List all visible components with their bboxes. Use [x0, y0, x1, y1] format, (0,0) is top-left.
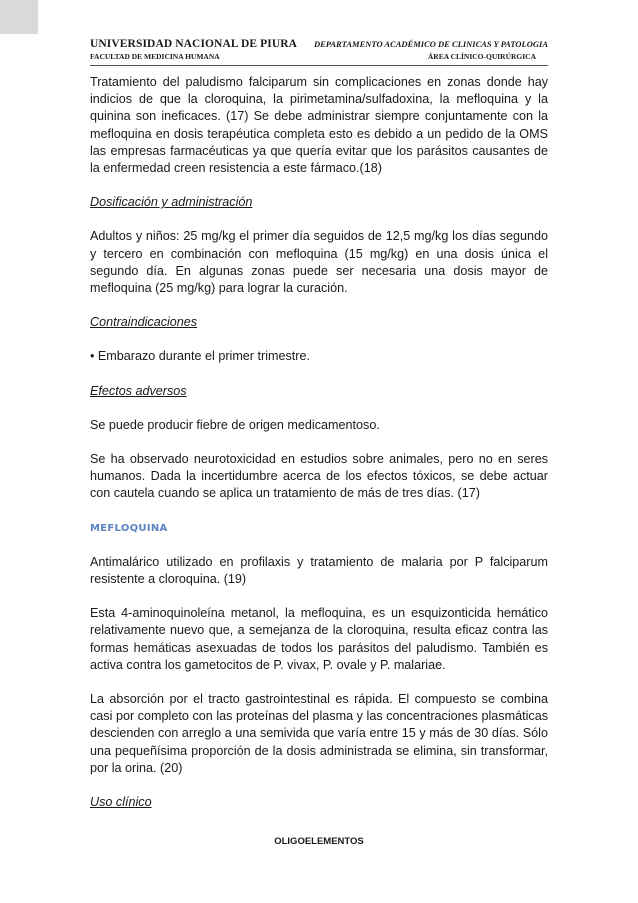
- department-name: DEPARTAMENTO ACADÉMICO DE CLINICAS Y PATOLOGIA: [313, 39, 548, 49]
- efectos-paragraph-1: Se puede producir fiebre de origen medicamentoso.: [90, 417, 380, 432]
- document-body: [90, 74, 548, 811]
- heading-contraindicaciones: Contraindicaciones: [90, 315, 198, 330]
- contraindicaciones-item: • Embarazo durante el primer trimestre.: [90, 349, 310, 364]
- university-name: UNIVERSIDAD NACIONAL DE PIURA: [90, 38, 298, 50]
- page-corner-marker: [0, 0, 38, 34]
- mefloquina-paragraph-2: Esta 4-aminoquinoleína metanol, la mefloquina, es un esquizonticida hemático relativamente nuevo que, a semejanza de la cloroquina, resulta eficaz contra las formas hemáticas asexuadas de todos los parásitos del paludismo. También es activa contra los gametocitos de P. vivax, P. ovale y P. malariae.: [90, 606, 548, 672]
- heading-uso-clinico: Uso clínico: [90, 795, 152, 810]
- faculty-name: FACULTAD DE MEDICINA HUMANA: [90, 52, 220, 61]
- mefloquina-paragraph-3: La absorción por el tracto gastrointestinal es rápida. El compuesto se combina casi por completo con las proteínas del plasma y las concentraciones plasmáticas descienden con arreglo a una semivida que varía entre 15 y más de 30 días. Sólo una pequeñísima proporción de la dosis administrada se elimina, sin transformar, por la orina. (20): [90, 692, 548, 775]
- dosificacion-paragraph: Adultos y niños: 25 mg/kg el primer día seguidos de 12,5 mg/kg los días segundo y tercero en combinación con mefloquina (15 mg/kg) en una dosis única el segundo día. En algunas zonas puede ser necesaria una dosis mayor de mefloquina (25 mg/kg) para lograr la curación.: [90, 229, 548, 296]
- efectos-paragraph-2: Se ha observado neurotoxicidad en estudios sobre animales, pero no en seres humanos. Dada la incertidumbre acerca de los efectos tóxicos, se debe actuar con cautela cuando se aplica un tratamiento de más de tres días. (17): [90, 452, 548, 501]
- area-name: ÁREA CLÍNICO-QUIRÚRGICA: [427, 52, 536, 61]
- section-title-mefloquina: MEFLOQUINA: [90, 522, 168, 534]
- heading-efectos-adversos: Efectos adversos: [90, 383, 187, 398]
- header-divider: [90, 65, 548, 66]
- mefloquina-paragraph-1: Antimalárico utilizado en profilaxis y tratamiento de malaria por P falciparum resistente a cloroquina. (19): [90, 554, 548, 587]
- intro-paragraph: Tratamiento del paludismo falciparum sin complicaciones en zonas donde hay indicios de que la cloroquina, la pirimetamina/sulfadoxina, la mefloquina y la quinina son ineficaces. (17) Se debe administrar siempre conjuntamente con la mefloquina en dosis terapéutica completa esto es debido a un pedido de la OMS las empresas farmacéuticas ya que quería evitar que los parásitos causantes de la enfermedad creen resistencia a este fármaco.(18): [90, 75, 548, 176]
- heading-dosificacion: Dosificación y administración: [90, 195, 253, 210]
- page-footer: OLIGOELEMENTOS: [274, 836, 364, 847]
- page-header: [90, 38, 548, 66]
